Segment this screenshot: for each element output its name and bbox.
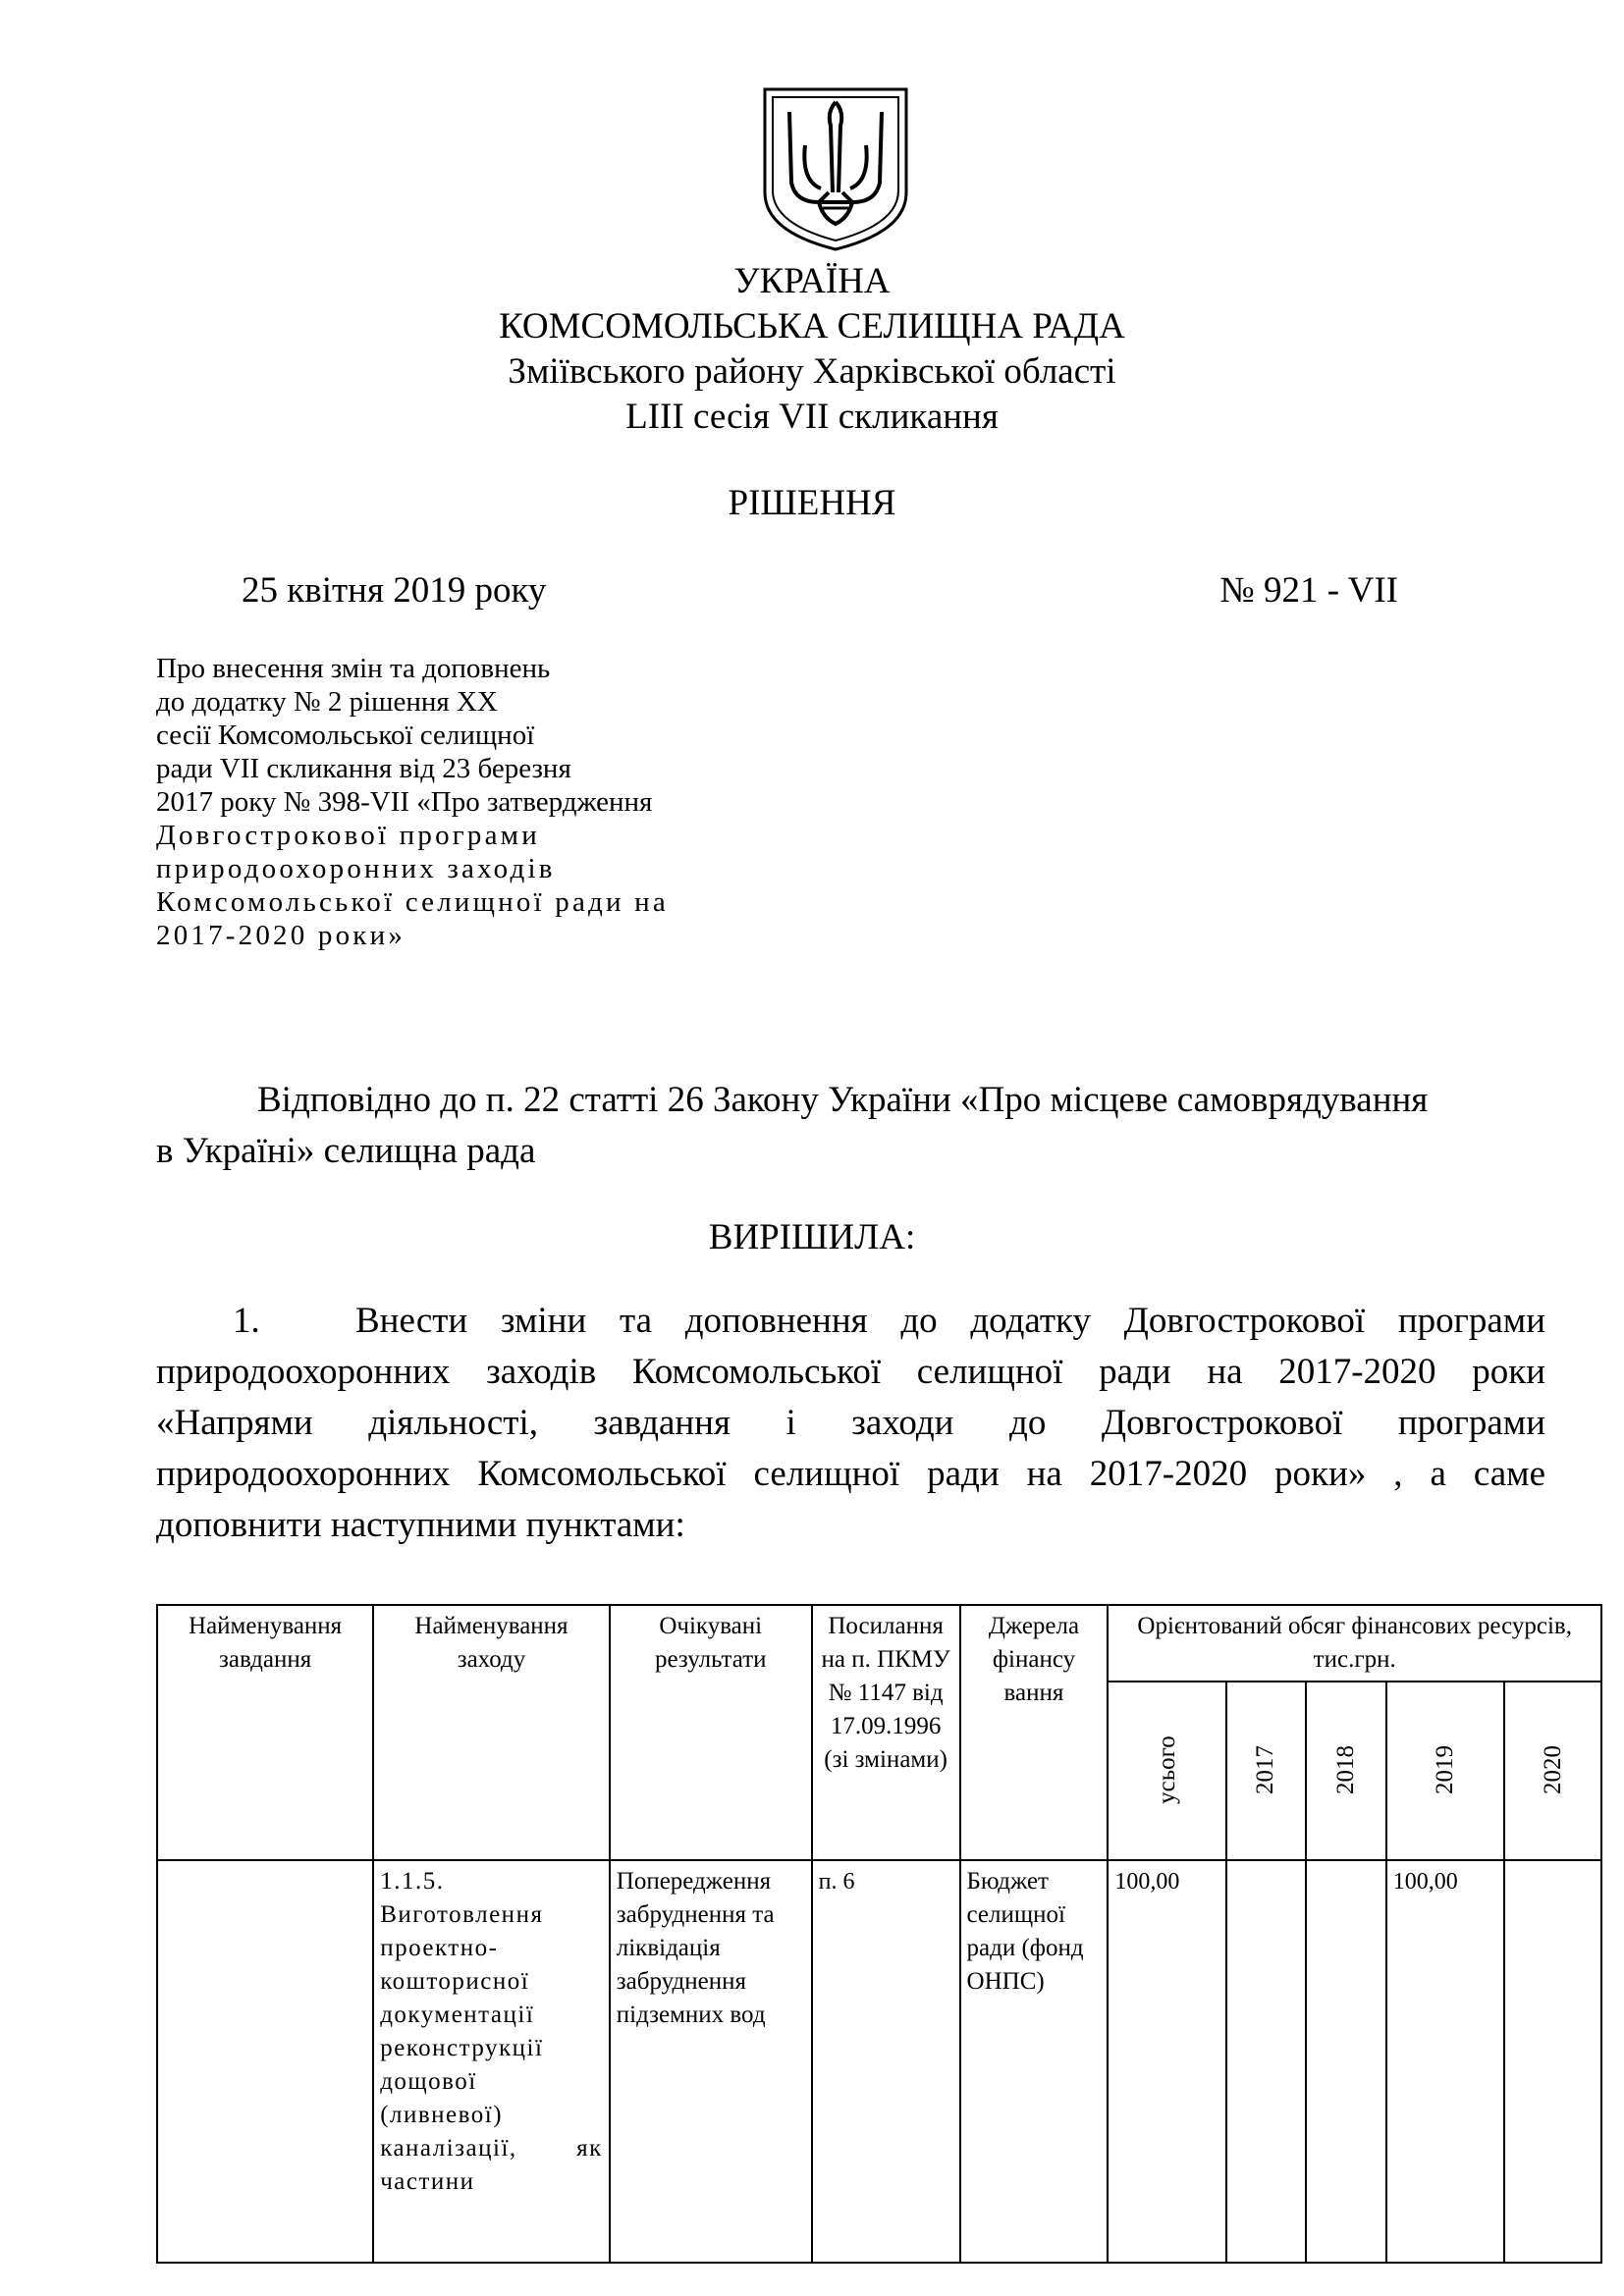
col-2020 xyxy=(1504,1682,1601,1860)
cell-task-name xyxy=(157,1860,373,2263)
subject-line: Про внесення змін та доповнень xyxy=(156,653,551,684)
subject-line: 2017 року № 398-VII «Про затвердження xyxy=(156,786,653,818)
doc-type-title: РІШЕННЯ xyxy=(728,483,896,523)
item-number: 1. xyxy=(233,1301,260,1341)
col-2018 xyxy=(1306,1682,1386,1860)
measures-table xyxy=(156,1604,1602,2264)
preamble-text: в Україні» селищна рада xyxy=(156,1131,536,1171)
col-expected-results: Очікувані результати xyxy=(610,1605,812,1860)
cell-2019: 100,00 xyxy=(1386,1860,1504,2263)
subject-line: ради VII скликання від 23 березня xyxy=(156,753,571,784)
item-text: Внести зміни та доповнення до додатку Довгострокової програми xyxy=(355,1301,1545,1341)
col-funding-source: Джерела фінансу вання xyxy=(960,1605,1109,1860)
col-2017-label: 2017 xyxy=(1252,1745,1279,1794)
session-name: LIII сесія VII скликання xyxy=(625,397,999,437)
cell-funding-source: Бюджет селищної ради (фонд ОНПС) xyxy=(960,1860,1109,2263)
decision-date: 25 квітня 2019 року xyxy=(242,570,547,611)
cell-reference: п. 6 xyxy=(812,1860,960,2263)
decision-subject xyxy=(156,652,765,952)
subject-line: Довгострокової програми xyxy=(156,820,540,851)
item-line: «Напрями діяльності, завдання і заходи до Довгострокової програми xyxy=(156,1403,1545,1443)
subject-line: Комсомольської селищної ради на xyxy=(156,886,669,918)
cell-total: 100,00 xyxy=(1108,1860,1225,2263)
col-task-name: Найменування завдання xyxy=(157,1605,373,1860)
cell-expected-results: Попередження забруднення та ліквідація забруднення підземних вод xyxy=(610,1860,812,2263)
subject-line: сесії Комсомольської селищної xyxy=(156,720,535,751)
district-name: Зміївського району Харківської області xyxy=(508,351,1116,392)
subject-line: природоохоронних заходів xyxy=(156,853,556,884)
resolved-heading: ВИРІШИЛА: xyxy=(708,1217,916,1257)
col-2018-label: 2018 xyxy=(1331,1745,1359,1794)
col-reference: Посилання на п. ПКМУ № 1147 від 17.09.1996 (зі змінами) xyxy=(812,1605,960,1860)
col-2019 xyxy=(1386,1682,1504,1860)
country-name: УКРАЇНА xyxy=(733,261,891,301)
subject-line: до додатку № 2 рішення ХХ xyxy=(156,686,498,718)
col-measure-name: Найменування заходу xyxy=(373,1605,610,1860)
item-line xyxy=(233,1296,1545,1347)
preamble-text: Відповідно до п. 22 статті 26 Закону України «Про місцеве самоврядування xyxy=(257,1080,1429,1120)
col-2017 xyxy=(1226,1682,1307,1860)
item-line: доповнити наступними пунктами: xyxy=(156,1505,685,1545)
cell-measure-name: 1.1.5. Виготовлення проектно-кошторисної документації реконструкції дощової (ливневої) каналізації, як частини xyxy=(373,1860,610,2263)
table-row xyxy=(157,1860,1601,2263)
table-header-row xyxy=(157,1605,1601,1682)
col-2020-label: 2020 xyxy=(1539,1745,1566,1794)
ukraine-trident-icon xyxy=(762,86,909,251)
col-2019-label: 2019 xyxy=(1431,1745,1458,1794)
item-line: природоохоронних Комсомольської селищної ради на 2017-2020 роки» , а саме xyxy=(156,1454,1545,1494)
item-line: природоохоронних заходів Комсомольської селищної ради на 2017-2020 роки xyxy=(156,1352,1545,1392)
resolution-item-1 xyxy=(156,1296,1545,1551)
col-total xyxy=(1108,1682,1225,1860)
cell-2018 xyxy=(1306,1860,1386,2263)
col-financial-volume: Орієнтований обсяг фінансових ресурсів, тис.грн. xyxy=(1108,1605,1601,1682)
cell-2017 xyxy=(1226,1860,1307,2263)
cell-2020 xyxy=(1504,1860,1601,2263)
col-total-label: усього xyxy=(1153,1735,1180,1804)
subject-line: 2017-2020 роки» xyxy=(156,920,406,951)
council-name: КОМСОМОЛЬСЬКА СЕЛИЩНА РАДА xyxy=(499,306,1125,347)
decision-number: № 921 - VII xyxy=(1219,570,1398,611)
